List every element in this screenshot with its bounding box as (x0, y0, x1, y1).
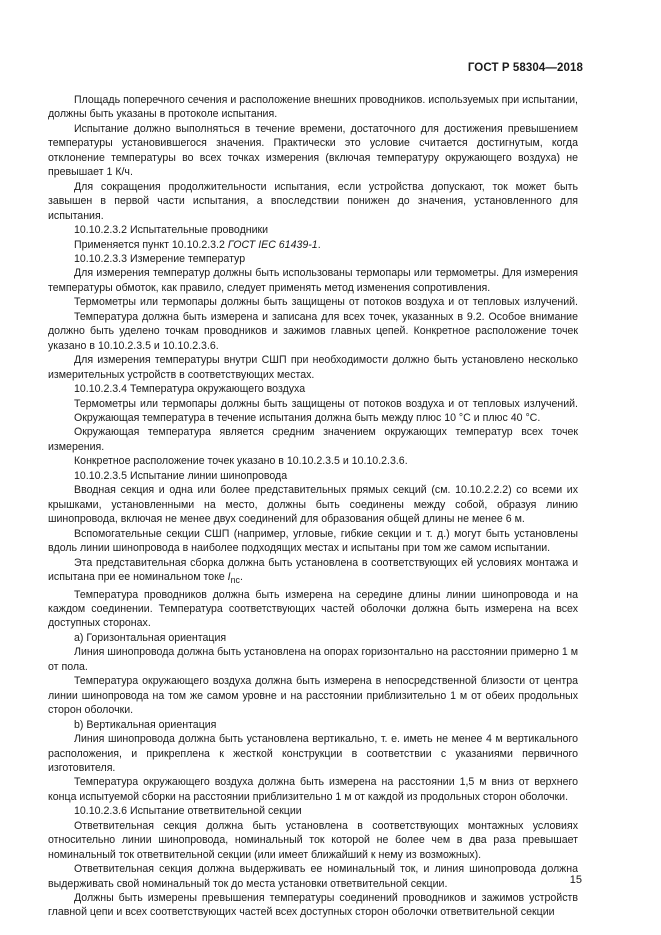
paragraph: Конкретное расположение точек указано в 10.10.2.3.5 и 10.10.2.3.6. (74, 455, 408, 468)
document-header: ГОСТ Р 58304—2018 (467, 62, 583, 74)
section-heading: 10.10.2.3.5 Испытание линии шинопровода (74, 469, 288, 482)
paragraph: Должны быть измерены превышения температуры соединений проводников и зажимов устройств главной цепи и всех соответствующих частей всех доступных сторон оболочки ответвительной секции (48, 892, 578, 919)
current-symbol: I (227, 570, 231, 583)
paragraph: Линия шинопровода должна быть установлена вертикально, т. е. иметь не менее 4 м вертикального расположения, и прикреплена к жесткой конструкции в соответствии с указаниями первичного изготовителя. (48, 733, 578, 774)
paragraph: Вводная секция и одна или более представительных прямых секций (см. 10.10.2.2.2) со всеми их крышками, установленными на место, должны быть соединены между собой, образуя линию шинопровода, включая не менее двух соединений для образования общей длины не менее 6 м. (48, 484, 578, 526)
paragraph (48, 238, 578, 252)
punctuation: . (317, 238, 321, 251)
paragraph: Температура проводников должна быть измерена на середине длины линии шинопровода и на каждом соединении. Температура соответствующих частей оболочки должна быть измерена на всех доступных сторонах. (48, 588, 578, 630)
paragraph: Вспомогательные секции СШП (например, угловые, гибкие секции и т. д.) могут быть установлены вдоль линии шинопровода в наиболее подходящих местах и испытаны при том же самом испытании. (48, 527, 578, 555)
current-subscript: nc (230, 575, 240, 586)
paragraph: Окружающая температура является средним значением окружающих температур всех точек измерения. (48, 426, 578, 453)
list-heading: b) Вертикальная ориентация (74, 718, 217, 731)
paragraph: Температура окружающего воздуха должна быть измерена в непосредственной близости от центра линии шинопровода на том же самом уровне и на расстоянии приблизительно 1 м от обеих продольных сторон оболочки. (48, 675, 578, 717)
document-body (48, 93, 578, 920)
section-heading: 10.10.2.3.3 Измерение температур (74, 252, 246, 265)
paragraph: Линия шинопровода должна быть установлена на опорах горизонтально на расстоянии примерно 1 м от пола. (48, 646, 578, 673)
section-heading: 10.10.2.3.4 Температура окружающего воздуха (74, 383, 306, 396)
section-heading: 10.10.2.3.6 Испытание ответвительной секции (74, 805, 302, 818)
paragraph: Ответвительная секция должна быть установлена в соответствующих монтажных условиях относительно линии шинопровода, номинальный ток которой не более чем в два раза превышает номинальный ток ответвительной секции (или имеет ближайший к нему из возможных). (48, 819, 578, 861)
page-number: 15 (569, 874, 582, 886)
paragraph: Для измерения температур должны быть использованы термопары или термометры. Для измерения температуры обмоток, как правило, следует применять метод изменения сопротивления. (48, 267, 578, 294)
paragraph: Термометры или термопары должны быть защищены от потоков воздуха и от тепловых излучений. (74, 296, 578, 309)
paragraph: Температура должна быть измерена и записана для всех точек, указанных в 9.2. Особое внимание должно быть уделено точкам проводников и зажимов главных цепей. Конкретное расположение точек указано в 10.10.2.3.5 и 10.10.2.3.6. (48, 310, 578, 352)
paragraph: Термометры или термопары должны быть защищены от потоков воздуха и от тепловых излучений. (74, 397, 578, 410)
paragraph: Ответвительная секция должна выдерживать ее номинальный ток, и линия шинопровода должна выдерживать свой номинальный ток до места установки ответвительной секции. (48, 863, 578, 890)
paragraph-text: Эта представительная сборка должна быть установлена в соответствующих ей условиях монтажа и испытана при ее номинальном токе (48, 556, 578, 583)
paragraph: Окружающая температура в течение испытания должна быть между плюс 10 °С и плюс 40 °С. (74, 411, 541, 424)
section-heading: 10.10.2.3.2 Испытательные проводники (74, 224, 269, 237)
punctuation: . (239, 570, 243, 583)
standard-reference: ГОСТ IEC 61439-1 (227, 238, 318, 251)
paragraph: Площадь поперечного сечения и расположение внешних проводников. используемых при испытании, должны быть указаны в протоколе испытания. (48, 94, 578, 121)
paragraph (48, 556, 578, 588)
paragraph: Температура окружающего воздуха должна быть измерена на расстоянии 1,5 м вниз от верхнего конца испытуемой сборки на расстоянии приблизительно 1 м от каждой из продольных сторон оболочки. (48, 776, 578, 803)
paragraph: Для сокращения продолжительности испытания, если устройства допускают, ток может быть завышен в первой части испытания, а впоследствии понижен до значения, установленного для испытания. (48, 180, 578, 222)
paragraph: Испытание должно выполняться в течение времени, достаточного для достижения превышением температуры установившегося значения. Практически это условие считается достигнутым, когда отклонение температуры во всех точках измерения (включая температуру окружающего воздуха) не превышает 1 К/ч. (48, 122, 578, 179)
list-heading: a) Горизонтальная ориентация (74, 631, 227, 644)
paragraph: Для измерения температуры внутри СШП при необходимости должно быть установлено несколько измерительных устройств в соответствующих местах. (48, 354, 578, 381)
paragraph-text: Применяется пункт 10.10.2.3.2 (74, 238, 228, 251)
